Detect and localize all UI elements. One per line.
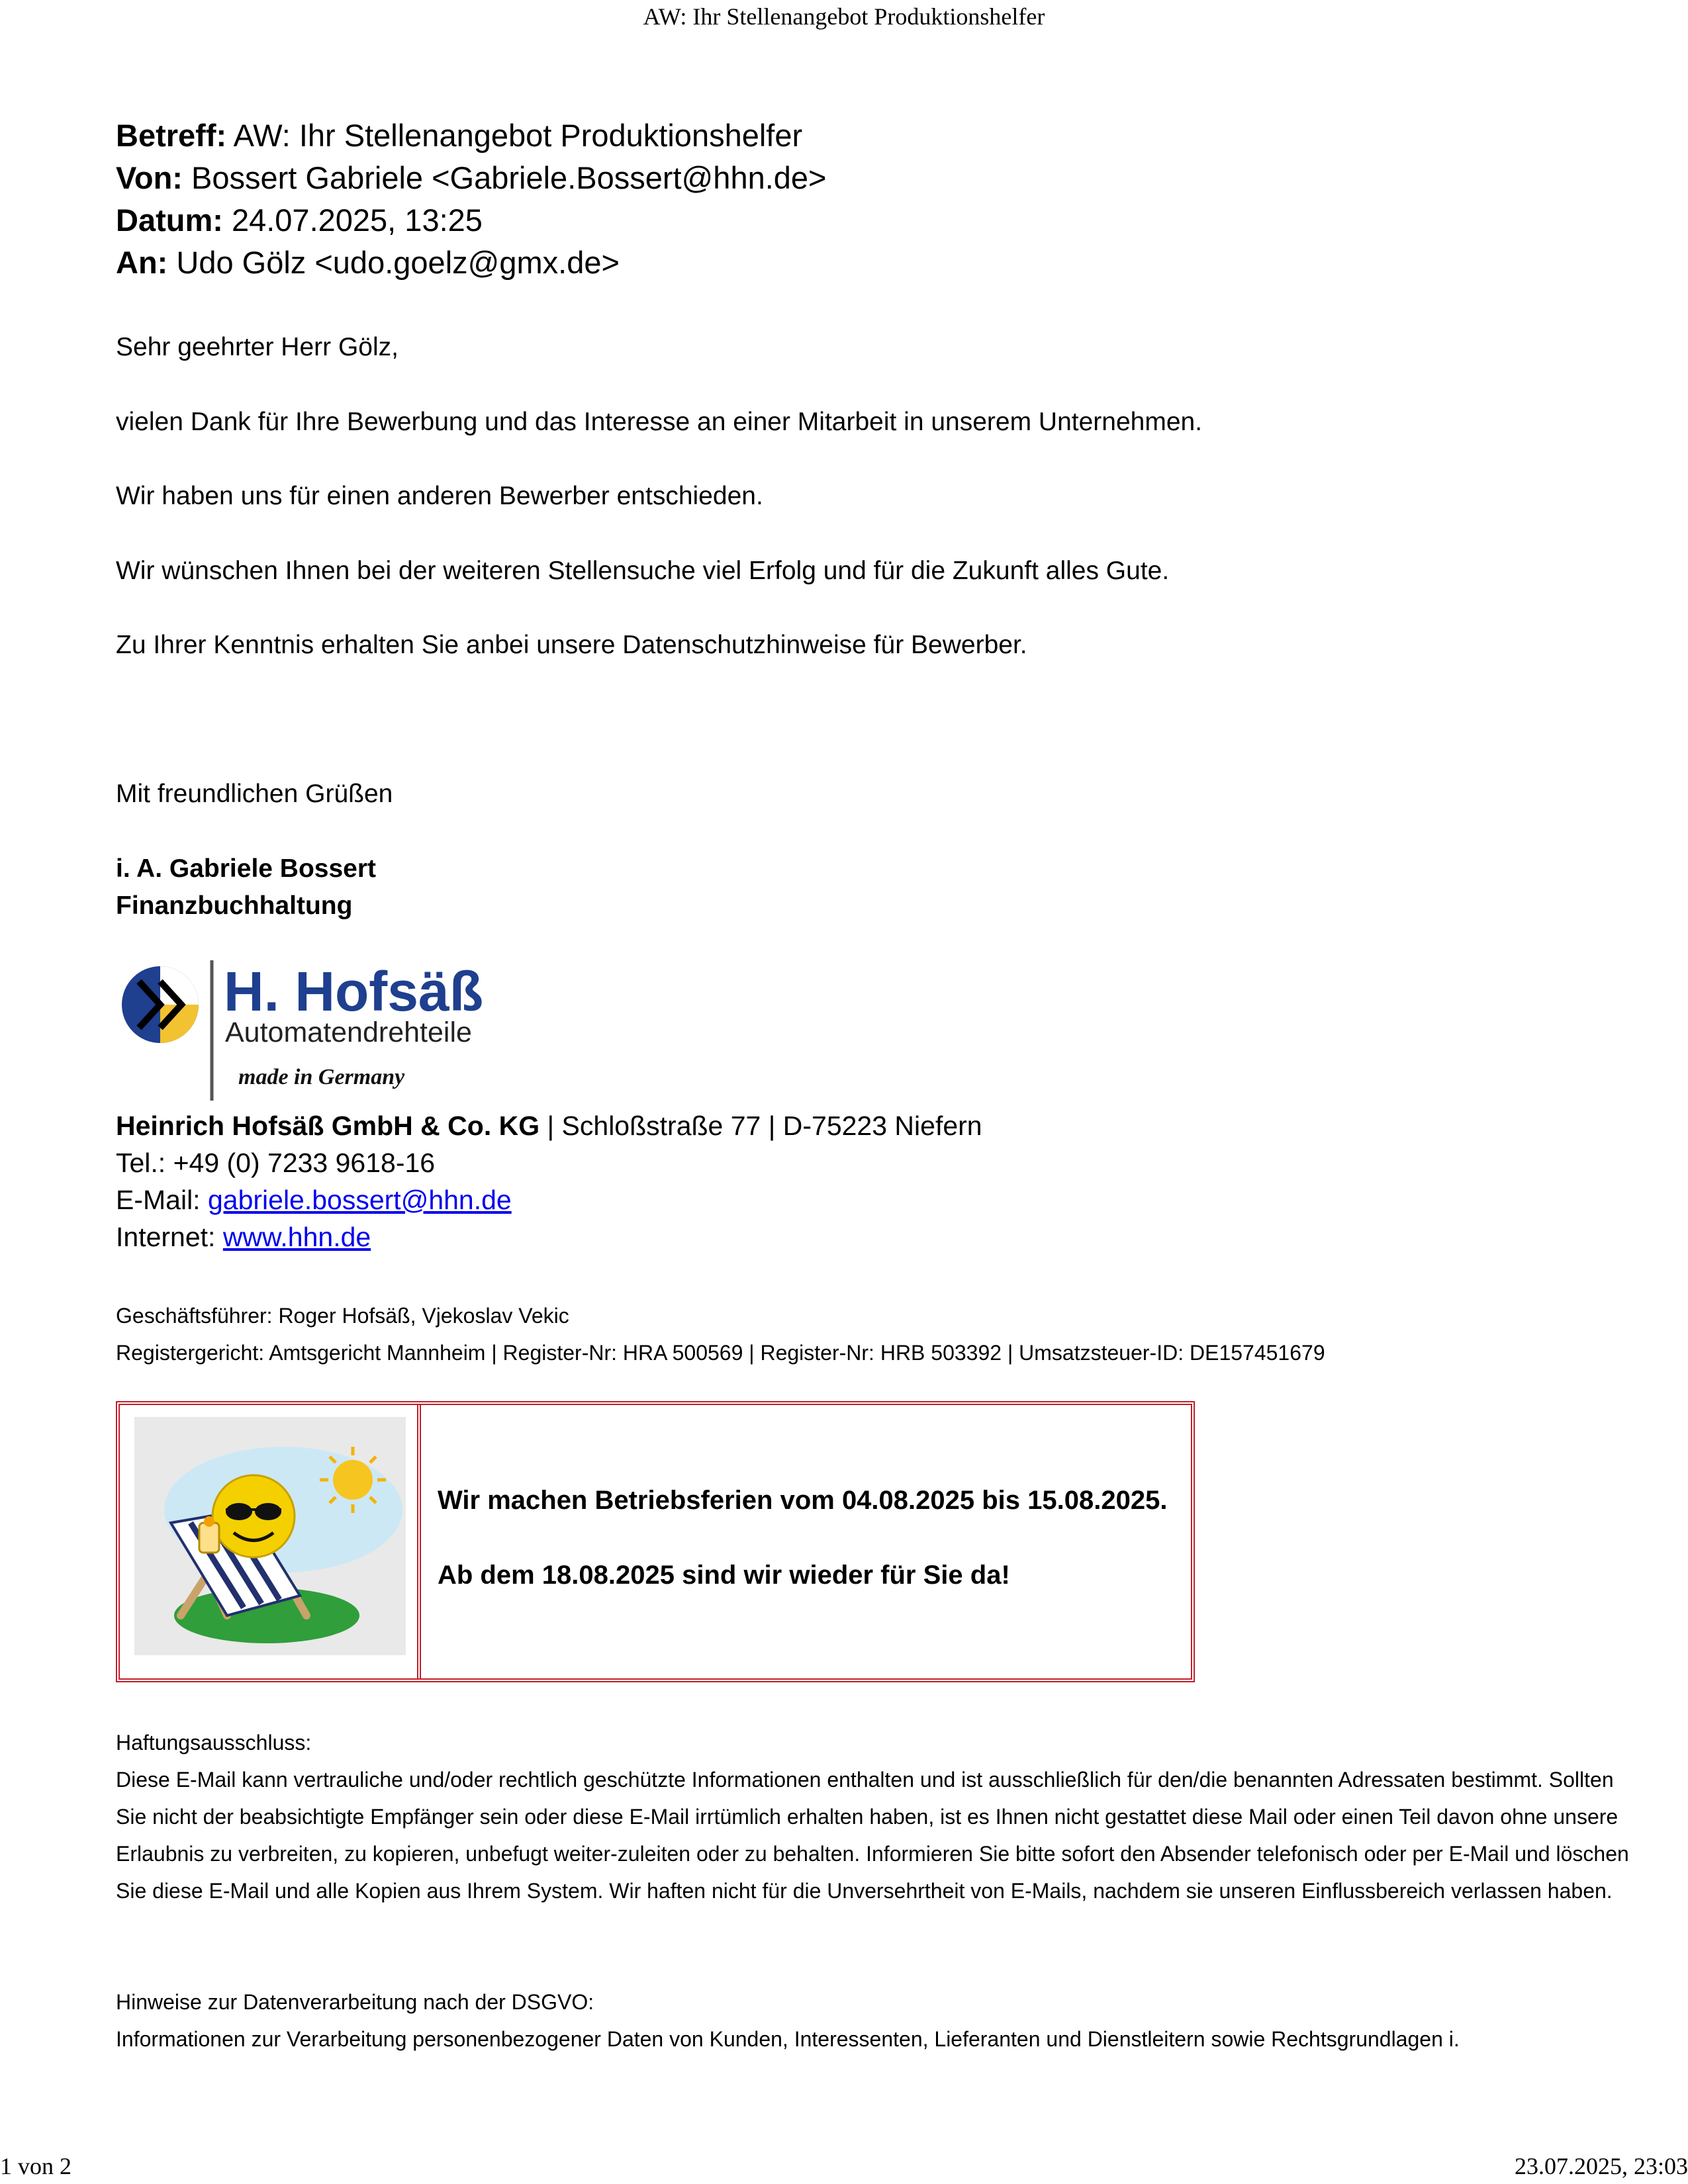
company-line [116,1111,982,1142]
from-line [116,157,827,199]
signature-department: Finanzbuchhaltung [116,891,353,920]
holiday-notice-box [116,1401,1195,1682]
gdpr-section [116,1983,1632,2058]
date-line [116,199,483,242]
holiday-image-cell [120,1405,421,1678]
date-value: 24.07.2025, 13:25 [231,203,483,238]
from-value: Bossert Gabriele <Gabriele.Bossert@hhn.de> [191,160,827,195]
managing-directors: Geschäftsführer: Roger Hofsäß, Vjekoslav Vekic [116,1304,569,1328]
print-timestamp: 23.07.2025, 23:03 [1514,2153,1688,2179]
logo-company-text: H. Hofsäß [224,960,484,1023]
page-title: AW: Ihr Stellenangebot Produktionshelfer [643,3,1045,30]
body-paragraph: vielen Dank für Ihre Bewerbung und das Interesse an einer Mitarbeit in unserem Unternehmen. [116,408,1203,436]
salutation: Sehr geehrter Herr Gölz, [116,333,399,361]
body-paragraph: Wir haben uns für einen anderen Bewerber entschieden. [116,482,763,510]
website-line [116,1222,371,1253]
holiday-line-1: Wir machen Betriebsferien vom 04.08.2025 bis 15.08.2025. [438,1486,1168,1515]
subject-label: Betreff: [116,118,227,153]
to-label: An: [116,245,168,280]
disclaimer-section [116,1724,1632,1909]
logo-tagline-text: made in Germany [238,1065,405,1089]
holiday-image [134,1417,406,1655]
subject-line [116,114,802,157]
subject-value: AW: Ihr Stellenangebot Produktionshelfer [233,118,803,153]
gdpr-title: Hinweise zur Datenverarbeitung nach der DSGVO: [116,1990,594,2014]
email-label: E-Mail: [116,1185,208,1215]
email-line [116,1185,512,1216]
closing: Mit freundlichen Grüßen [116,780,393,808]
holiday-line-2: Ab dem 18.08.2025 sind wir wieder für Sie da! [438,1561,1010,1590]
website-label: Internet: [116,1222,223,1252]
page-number: 1 von 2 [0,2153,71,2179]
logo-subtitle-text: Automatendrehteile [225,1017,472,1048]
email-link[interactable]: gabriele.bossert@hhn.de [207,1185,512,1215]
signature-name: i. A. Gabriele Bossert [116,854,377,883]
from-label: Von: [116,160,183,195]
disclaimer-text: Diese E-Mail kann vertrauliche und/oder rechtlich geschützte Informationen enthalten und ist ausschließlich für den/die benannten Adressaten bestimmt. Sollten Sie nicht der beabsichtigte Empfänger sein oder diese E-Mail irrtümlich erhalten haben, ist es Ihnen nicht gestattet diese Mail oder einen Teil davon ohne unsere Erlaubnis zu verbreiten, zu kopieren, unbefugt weiter-zuleiten oder zu behalten. Informieren Sie bitte sofort den Absender telefonisch oder per E-Mail und löschen Sie diese E-Mail und alle Kopien aus Ihrem System. Wir haften nicht für die Unversehrtheit von E-Mails, nachdem sie unseren Einflussbereich verlassen haben. [116,1768,1629,1903]
disclaimer-title: Haftungsausschluss: [116,1731,312,1754]
company-name: Heinrich Hofsäß GmbH & Co. KG [116,1111,540,1141]
gdpr-text: Informationen zur Verarbeitung personenbezogener Daten von Kunden, Interessenten, Lieferanten und Dienstleitern sowie Rechtsgrundlagen i. [116,2027,1460,2051]
to-value: Udo Gölz <udo.goelz@gmx.de> [176,245,620,280]
to-line [116,242,620,284]
company-logo [119,955,516,1104]
sun-lounger-smiley-icon [134,1417,406,1655]
company-address: | Schloßstraße 77 | D-75223 Niefern [539,1111,982,1141]
body-paragraph: Wir wünschen Ihnen bei der weiteren Stellensuche viel Erfolg und für die Zukunft alles Gute. [116,557,1170,585]
date-label: Datum: [116,203,223,238]
phone-line: Tel.: +49 (0) 7233 9618-16 [116,1148,436,1178]
registry-info: Registergericht: Amtsgericht Mannheim | Register-Nr: HRA 500569 | Register-Nr: HRB 503392 | Umsatzsteuer-ID: DE157451679 [116,1341,1325,1365]
website-link[interactable]: www.hhn.de [222,1222,371,1252]
body-paragraph: Zu Ihrer Kenntnis erhalten Sie anbei unsere Datenschutzhinweise für Bewerber. [116,631,1027,659]
logo-emblem-icon [122,966,199,1043]
